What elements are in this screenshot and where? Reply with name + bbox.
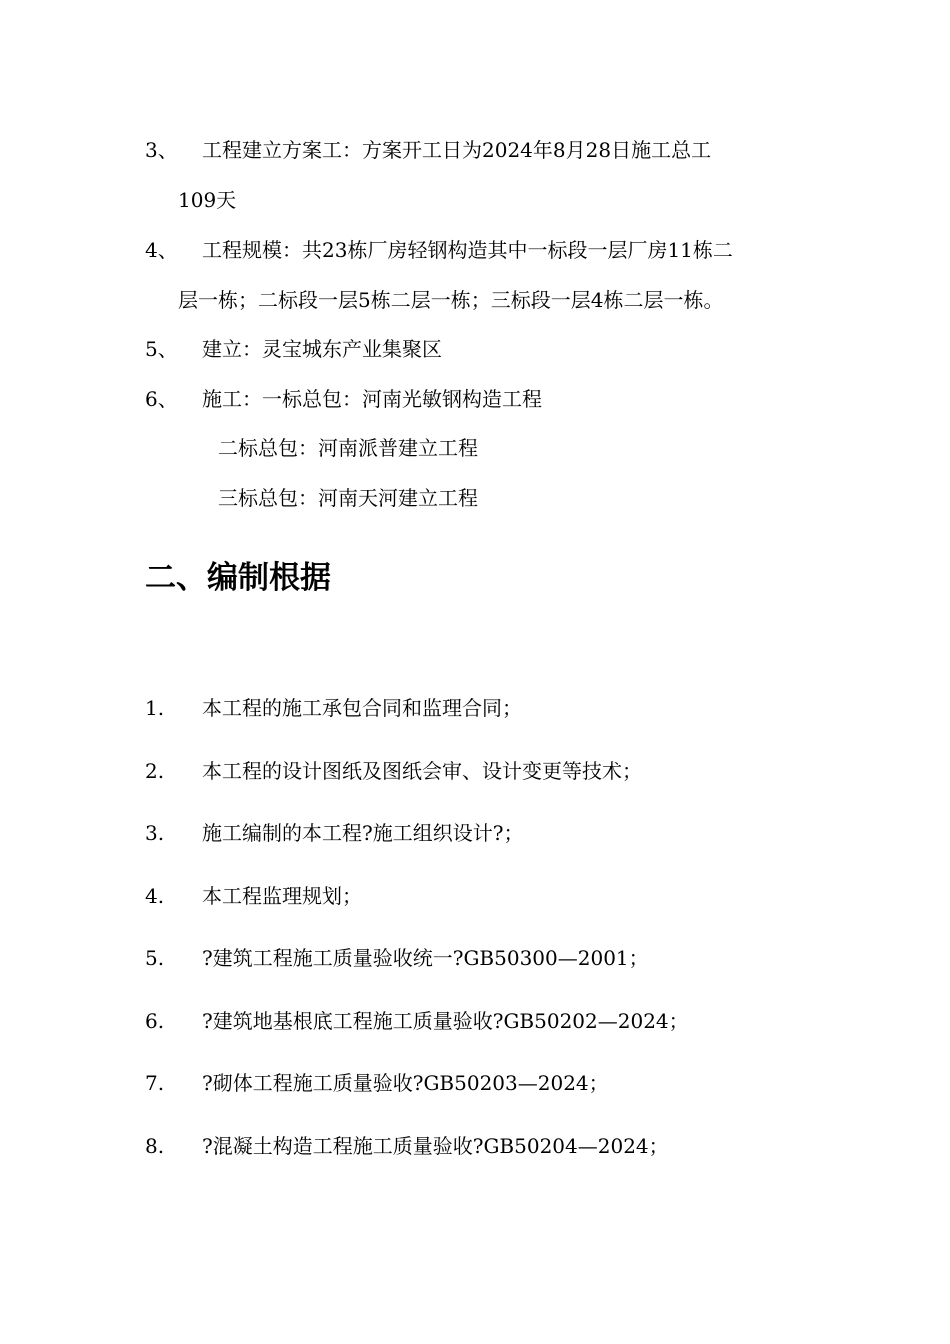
basis-text: 本工程的设计图纸及图纸会审、设计变更等技术； xyxy=(202,759,642,783)
item-continuation: 109天 xyxy=(178,188,237,212)
basis-text: ?砌体工程施工质量验收?GB50203—2024； xyxy=(202,1071,609,1095)
item-text: 施工：一标总包：河南光敏钢构造工程 xyxy=(202,387,542,411)
item-text: 工程建立方案工：方案开工日为2024年8月28日施工总工 xyxy=(202,138,712,162)
item-continuation: 层一栋；二标段一层5栋二层一栋；三标段一层4栋二层一栋。 xyxy=(178,288,724,312)
basis-number: 8. xyxy=(145,1134,165,1158)
basis-text: ?建筑工程施工质量验收统一?GB50300—2001； xyxy=(202,946,649,970)
item-text: 工程规模：共23栋厂房轻钢构造其中一标段一层厂房11栋二 xyxy=(202,238,733,262)
basis-number: 7. xyxy=(145,1071,165,1095)
basis-number: 5. xyxy=(145,946,165,970)
basis-text: 本工程监理规划； xyxy=(202,884,362,908)
basis-number: 2. xyxy=(145,759,165,783)
item-number: 5、 xyxy=(145,337,178,361)
basis-number: 6. xyxy=(145,1009,165,1033)
basis-text: ?建筑地基根底工程施工质量验收?GB50202—2024； xyxy=(202,1009,689,1033)
item-text: 建立：灵宝城东产业集聚区 xyxy=(202,337,442,361)
contractor-line: 二标总包：河南派普建立工程 xyxy=(218,436,478,460)
item-number: 6、 xyxy=(145,387,178,411)
basis-number: 3. xyxy=(145,821,165,845)
basis-text: 施工编制的本工程?施工组织设计?； xyxy=(202,821,524,845)
basis-number: 1. xyxy=(145,696,165,720)
item-number: 4、 xyxy=(145,238,178,262)
contractor-line: 三标总包：河南天河建立工程 xyxy=(218,486,478,510)
item-number: 3、 xyxy=(145,138,178,162)
basis-text: ?混凝土构造工程施工质量验收?GB50204—2024； xyxy=(202,1134,669,1158)
basis-number: 4. xyxy=(145,884,165,908)
basis-text: 本工程的施工承包合同和监理合同； xyxy=(202,696,522,720)
section-heading: 二、编制根据 xyxy=(145,560,331,596)
